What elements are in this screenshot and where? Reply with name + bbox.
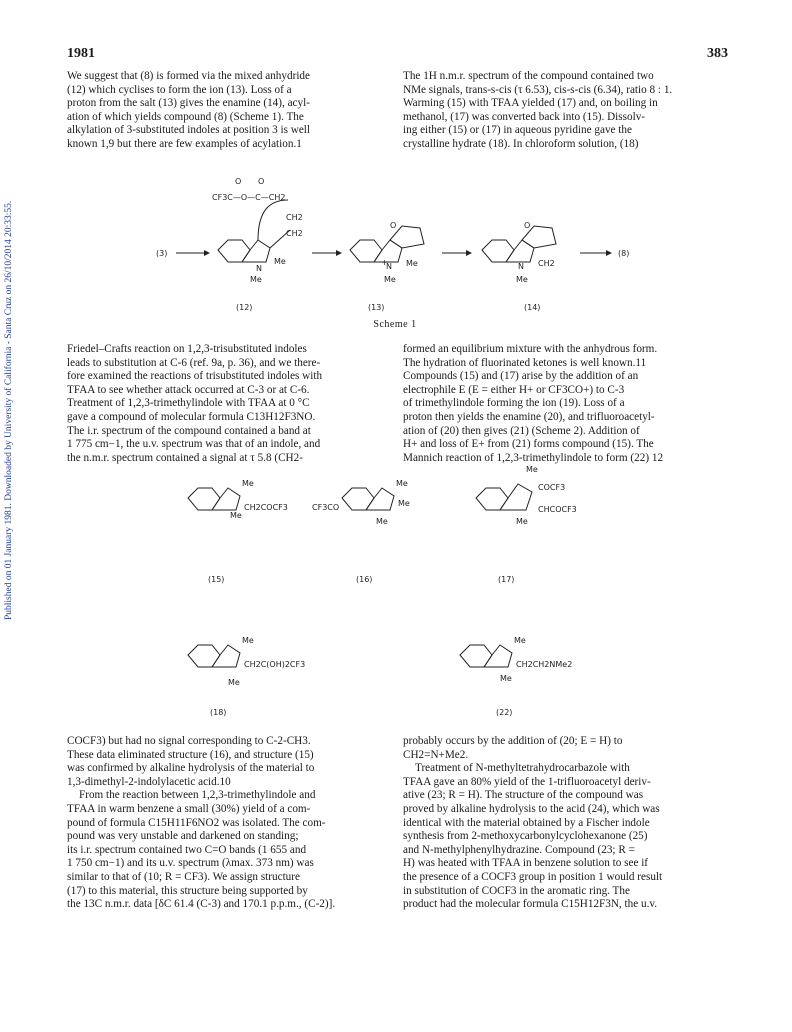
svg-text:Me: Me — [398, 499, 410, 508]
text-line: ation of which yields compound (8) (Scheme 1). The — [67, 110, 304, 123]
text-line: gave a compound of molecular formula C13H12F3NO. — [67, 410, 316, 423]
svg-text:CH2: CH2 — [538, 259, 555, 268]
svg-text:CH2CH2NMe2: CH2CH2NMe2 — [516, 660, 573, 669]
text-line: the presence of a COCF3 group in position 1 would result — [403, 870, 663, 883]
svg-text:CHCOCF3: CHCOCF3 — [538, 505, 577, 514]
start-compound-label: (3) — [156, 249, 168, 258]
text-line: 1 750 cm−1) and its u.v. spectrum (λmax. 373 nm) was — [67, 857, 314, 870]
text-line: (17) to this material, this structure being supported by — [67, 884, 308, 897]
svg-text:Me: Me — [242, 479, 254, 488]
text-line: TFAA in warm benzene a small (30%) yield of a com- — [67, 802, 311, 815]
svg-text:O: O — [258, 177, 265, 186]
text-line: CH2=N+Me2. — [403, 748, 469, 761]
text-line: electrophile E (E = either H+ or CF3CO+) to C-3 — [403, 383, 625, 396]
svg-text:O: O — [390, 221, 397, 230]
text-line: in substitution of COCF3 in the aromatic ring. The — [403, 884, 630, 897]
text-line: The i.r. spectrum of the compound contained a band at — [67, 424, 311, 437]
text-line: NMe signals, trans-s-cis (τ 6.53), cis-s-cis (6.34), ratio 8 : 1. — [403, 83, 673, 96]
text-line: formed an equilibrium mixture with the anhydrous form. — [403, 343, 658, 355]
svg-text:O: O — [235, 177, 242, 186]
text-line: pound was very unstable and darkened on standing; — [67, 830, 299, 843]
paragraph-nmr — [403, 70, 733, 152]
svg-text:Me: Me — [396, 479, 408, 488]
text-line: 1 775 cm−1, the u.v. spectrum was that of an indole, and — [67, 438, 321, 451]
text-line: TFAA gave an 80% yield of the 1-trifluoroacetyl deriv- — [403, 775, 651, 788]
text-line: COCF3) but had no signal corresponding to C-2-CH3. — [67, 735, 311, 747]
svg-text:Me: Me — [230, 511, 242, 520]
provenance-sidebar — [2, 160, 16, 620]
provenance-text[interactable]: Published on 01 January 1981. Downloaded by University of California - Santa Cruz on 26/10/2014 20:33:55. — [4, 200, 14, 620]
text-line: proton from the salt (13) gives the enamine (14), acyl- — [67, 97, 310, 110]
text-line: was confirmed by alkaline hydrolysis of the material to — [67, 762, 315, 775]
arrow-head — [336, 250, 342, 256]
svg-text:N: N — [386, 262, 392, 271]
text-line: The hydration of fluorinated ketones is well known.11 — [403, 356, 647, 369]
svg-text:CH2: CH2 — [286, 213, 303, 222]
text-line: 1,3-dimethyl-2-indolylacetic acid.10 — [67, 775, 231, 788]
text-line: ation of (20) then gives (21) (Scheme 2). Addition of — [403, 424, 640, 437]
svg-text:Me: Me — [500, 674, 512, 683]
structure-12 — [212, 177, 303, 284]
svg-text:+: + — [381, 258, 388, 267]
year: 1981 — [67, 46, 95, 61]
page-number: 383 — [707, 46, 728, 61]
text-line: The 1H n.m.r. spectrum of the compound contained two — [403, 70, 654, 82]
arrow-head — [466, 250, 472, 256]
svg-text:Me: Me — [228, 678, 240, 687]
text-line: proton then yields the enamine (20), and trifluoroacetyl- — [403, 410, 655, 423]
structure-15 — [188, 479, 288, 520]
arrow-head — [204, 250, 210, 256]
text-line: ative (23; R = H). The structure of the compound was — [403, 789, 644, 802]
text-line: H+ and loss of E+ from (21) forms compound (15). The — [403, 438, 654, 451]
text-line: These data eliminated structure (16), and structure (15) — [67, 748, 314, 761]
arrow-head — [606, 250, 612, 256]
svg-text:Me: Me — [516, 517, 528, 526]
structure-17 — [476, 465, 577, 526]
end-compound-label: (8) — [618, 249, 630, 258]
text-line: Mannich reaction of 1,2,3-trimethylindole to form (22) 12 — [403, 451, 664, 464]
text-line: TFAA to see whether attack occurred at C-3 or at C-6. — [67, 383, 310, 396]
scheme-1-diagram — [140, 170, 660, 312]
svg-text:N: N — [256, 264, 262, 273]
paragraph-carbazole — [403, 735, 733, 912]
text-line: From the reaction between 1,2,3-trimethylindole and — [79, 789, 316, 802]
text-line: We suggest that (8) is formed via the mixed anhydride — [67, 70, 310, 82]
label-22: (22) — [496, 708, 513, 717]
label-17: (17) — [498, 575, 515, 584]
structure-16 — [312, 479, 410, 526]
structure-18 — [188, 636, 305, 687]
text-line: ing either (15) or (17) in aqueous pyridine gave the — [403, 124, 632, 137]
label-16: (16) — [356, 575, 373, 584]
text-line: product had the molecular formula C15H12F3N, the u.v. — [403, 898, 658, 911]
bottom-right-column — [403, 735, 733, 912]
text-line: the 13C n.m.r. data [δC 61.4 (C-3) and 170.1 p.p.m., (C-2)]. — [67, 898, 336, 911]
svg-text:Me: Me — [274, 257, 286, 266]
label-12: (12) — [236, 303, 253, 312]
top-left-column — [67, 70, 397, 152]
text-line: leads to substitution at C-6 (ref. 9a, p. 36), and we there- — [67, 356, 321, 369]
text-line: and N-methylphenylhydrazine. Compound (23; R = — [403, 843, 635, 856]
text-line: similar to that of (10; R = CF3). We assign structure — [67, 870, 300, 883]
svg-text:Me: Me — [250, 275, 262, 284]
text-line: fore examined the reactions of trisubstituted indoles with — [67, 370, 323, 383]
text-line: Warming (15) with TFAA yielded (17) and, on boiling in — [403, 97, 658, 110]
svg-text:N: N — [518, 262, 524, 271]
structure-13 — [350, 221, 424, 284]
structure-22 — [460, 636, 572, 683]
text-line: of trimethylindole forming the ion (19). Loss of a — [403, 397, 625, 410]
text-line: identical with the material obtained by a Fischer indole — [403, 816, 650, 829]
svg-text:Me: Me — [384, 275, 396, 284]
paragraph-equilibrium — [403, 343, 733, 465]
text-line: its i.r. spectrum contained two C=O bands (1 655 and — [67, 843, 307, 856]
text-line: Treatment of N-methyltetrahydrocarbazole with — [415, 762, 630, 775]
text-line: probably occurs by the addition of (20; E = H) to — [403, 735, 623, 747]
svg-text:Me: Me — [514, 636, 526, 645]
text-line: known 1,9 but there are few examples of acylation.1 — [67, 137, 302, 150]
mid-right-column — [403, 343, 733, 465]
scheme-caption: Scheme 1 — [373, 319, 417, 330]
text-line: synthesis from 2-methoxycarbonylcyclohexanone (25) — [403, 830, 648, 843]
structures-18-22 — [180, 625, 600, 720]
mid-left-column — [67, 343, 397, 465]
svg-text:Me: Me — [526, 465, 538, 474]
svg-text:Me: Me — [406, 259, 418, 268]
paragraph-intro — [67, 70, 397, 152]
text-line: H) was heated with TFAA in benzene solution to see if — [403, 857, 649, 870]
svg-text:O: O — [524, 221, 531, 230]
label-13: (13) — [368, 303, 385, 312]
text-line: methanol, (17) was converted back into (15). Dissolv- — [403, 110, 646, 123]
svg-text:CH2C(OH)2CF3: CH2C(OH)2CF3 — [244, 660, 306, 669]
text-line: crystalline hydrate (18). In chloroform solution, (18) — [403, 137, 639, 150]
text-line: alkylation of 3-substituted indoles at position 3 is well — [67, 124, 310, 137]
svg-text:Me: Me — [516, 275, 528, 284]
text-line: pound of formula C15H11F6NO2 was isolated. The com- — [67, 816, 326, 829]
svg-text:Me: Me — [376, 517, 388, 526]
text-line: proved by alkaline hydrolysis to the acid (24), which was — [403, 802, 660, 815]
text-line: Compounds (15) and (17) arise by the addition of an — [403, 370, 639, 383]
text-line: Treatment of 1,2,3-trimethylindole with TFAA at 0 °C — [67, 397, 310, 410]
svg-text:COCF3: COCF3 — [538, 483, 566, 492]
paragraph-friedel-crafts — [67, 343, 397, 465]
svg-text:Me: Me — [242, 636, 254, 645]
label-18: (18) — [210, 708, 227, 717]
text-line: Friedel–Crafts reaction on 1,2,3-trisubstituted indoles — [67, 343, 307, 355]
svg-text:CF3CO: CF3CO — [312, 503, 340, 512]
structures-15-16-17 — [180, 462, 640, 592]
top-right-column — [403, 70, 733, 152]
svg-text:CH2: CH2 — [286, 229, 303, 238]
label-14: (14) — [524, 303, 541, 312]
acyl-fragment: CF3C—O—C—CH2 — [212, 193, 286, 202]
bottom-left-column — [67, 735, 397, 912]
svg-text:CH2COCF3: CH2COCF3 — [244, 503, 288, 512]
text-line: the n.m.r. spectrum contained a signal at τ 5.8 (CH2- — [67, 451, 303, 464]
text-line: (12) which cyclises to form the ion (13). Loss of a — [67, 83, 292, 96]
paragraph-cocf3 — [67, 735, 397, 912]
structure-14 — [482, 221, 556, 284]
label-15: (15) — [208, 575, 225, 584]
